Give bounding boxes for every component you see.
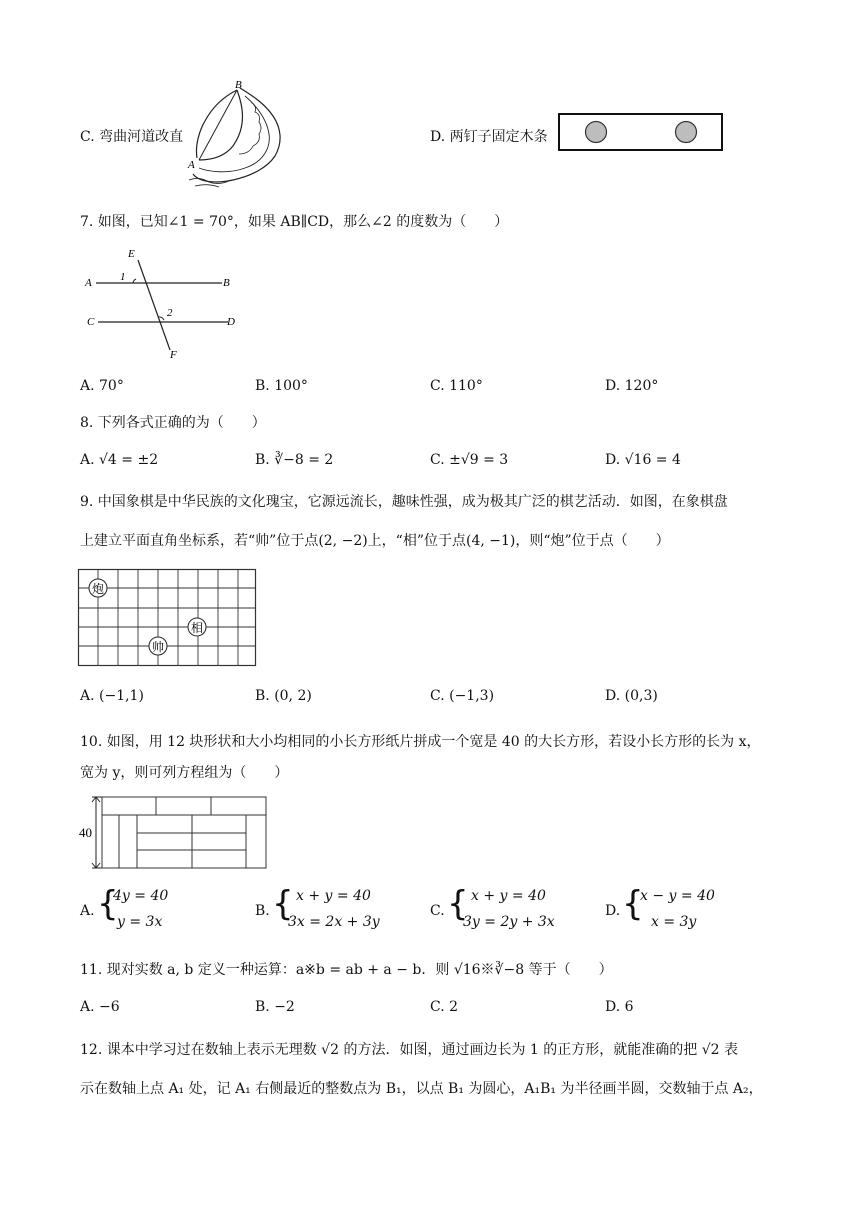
- q10-option-d-eq2: x = 3y: [651, 914, 697, 930]
- brace-d: {: [622, 884, 644, 924]
- q7-option-d[interactable]: D. 120°: [605, 378, 659, 394]
- q11-option-d[interactable]: D. 6: [605, 999, 634, 1015]
- label-f: F: [170, 349, 177, 361]
- q9-option-b[interactable]: B. (0, 2): [255, 688, 312, 704]
- q12-line2: 示在数轴上点 A₁ 处，记 A₁ 右侧最近的整数点为 B₁，以点 B₁ 为圆心，A₁B₁ 为半径画半圆，交数轴于点 A₂，: [80, 1081, 763, 1097]
- piece-pao: 炮: [91, 582, 105, 596]
- q6-option-d: D. 两钉子固定木条: [430, 129, 548, 145]
- q10-option-b-letter[interactable]: B.: [255, 903, 270, 919]
- chessboard-figure: [78, 569, 258, 667]
- brace-b: {: [272, 884, 294, 924]
- q10-option-c-eq1: x + y = 40: [471, 888, 546, 904]
- q11-stem: 11. 现对实数 a, b 定义一种运算：a※b = ab + a − b．则 √16※∛−8 等于（ ）: [80, 962, 613, 978]
- q10-option-d-letter[interactable]: D.: [605, 903, 621, 919]
- q12-line1: 12. 课本中学习过在数轴上表示无理数 √2 的方法．如图，通过画边长为 1 的正方形，就能准确的把 √2 表: [80, 1042, 738, 1058]
- width-40-label: 40: [79, 825, 92, 840]
- q9-option-c[interactable]: C. (−1,3): [430, 688, 495, 704]
- q11-option-a[interactable]: A. −6: [80, 999, 120, 1015]
- q11-option-c[interactable]: C. 2: [430, 999, 459, 1015]
- rectangles-figure: [78, 795, 270, 871]
- q10-option-a-eq1: 4y = 40: [113, 888, 169, 904]
- q10-option-c-letter[interactable]: C.: [430, 903, 445, 919]
- label-b: B: [223, 277, 230, 289]
- q10-option-a-eq2: y = 3x: [117, 914, 163, 930]
- fig-c-label-b: B: [235, 79, 242, 91]
- q10-stem-line1: 10. 如图，用 12 块形状和大小均相同的小长方形纸片拼成一个宽是 40 的大长方形，若设小长方形的长为 x，: [80, 734, 761, 750]
- q6-option-c: C. 弯曲河道改直: [80, 129, 184, 145]
- q7-stem: 7. 如图，已知∠1 = 70°，如果 AB∥CD，那么∠2 的度数为（ ）: [80, 214, 509, 230]
- parallel-lines-figure: [82, 245, 242, 360]
- wood-strip-figure: [558, 113, 724, 153]
- piece-shuai: 帅: [151, 640, 165, 654]
- q9-option-d[interactable]: D. (0,3): [605, 688, 658, 704]
- q11-option-b[interactable]: B. −2: [255, 999, 295, 1015]
- q8-option-b[interactable]: B. ∛−8 = 2: [255, 452, 334, 468]
- label-a: A: [85, 277, 92, 289]
- river-figure: [185, 76, 295, 191]
- q10-option-d-eq1: x − y = 40: [640, 888, 715, 904]
- q8-option-d[interactable]: D. √16 = 4: [605, 452, 681, 468]
- q9-option-a[interactable]: A. (−1,1): [80, 688, 144, 704]
- label-c: C: [87, 316, 95, 328]
- q7-option-a[interactable]: A. 70°: [80, 378, 124, 394]
- angle-1-label: 1: [120, 271, 126, 283]
- label-e: E: [128, 248, 135, 260]
- q8-option-a[interactable]: A. √4 = ±2: [80, 452, 159, 468]
- q10-option-a-letter[interactable]: A.: [80, 903, 95, 919]
- q9-stem-line1: 9. 中国象棋是中华民族的文化瑰宝，它源远流长，趣味性强，成为极其广泛的棋艺活动．如图，在象棋盘: [80, 494, 728, 510]
- q7-option-c[interactable]: C. 110°: [430, 378, 483, 394]
- q10-stem-line2: 宽为 y，则可列方程组为（ ）: [80, 765, 289, 781]
- piece-xiang: 相: [190, 621, 204, 635]
- q10-option-b-eq1: x + y = 40: [296, 888, 371, 904]
- q10-option-b-eq2: 3x = 2x + 3y: [288, 914, 380, 930]
- q8-option-c[interactable]: C. ±√9 = 3: [430, 452, 509, 468]
- q8-stem: 8. 下列各式正确的为（ ）: [80, 415, 266, 431]
- brace-c: {: [447, 884, 469, 924]
- q9-stem-line2: 上建立平面直角坐标系，若“帅”位于点(2, −2)上，“相”位于点(4, −1)，则“炮”位于点（ ）: [80, 533, 670, 549]
- q7-option-b[interactable]: B. 100°: [255, 378, 308, 394]
- brace-a: {: [97, 884, 119, 924]
- fig-c-label-a: A: [188, 159, 195, 171]
- label-d: D: [227, 316, 235, 328]
- q10-option-c-eq2: 3y = 2y + 3x: [463, 914, 555, 930]
- angle-2-label: 2: [167, 307, 173, 319]
